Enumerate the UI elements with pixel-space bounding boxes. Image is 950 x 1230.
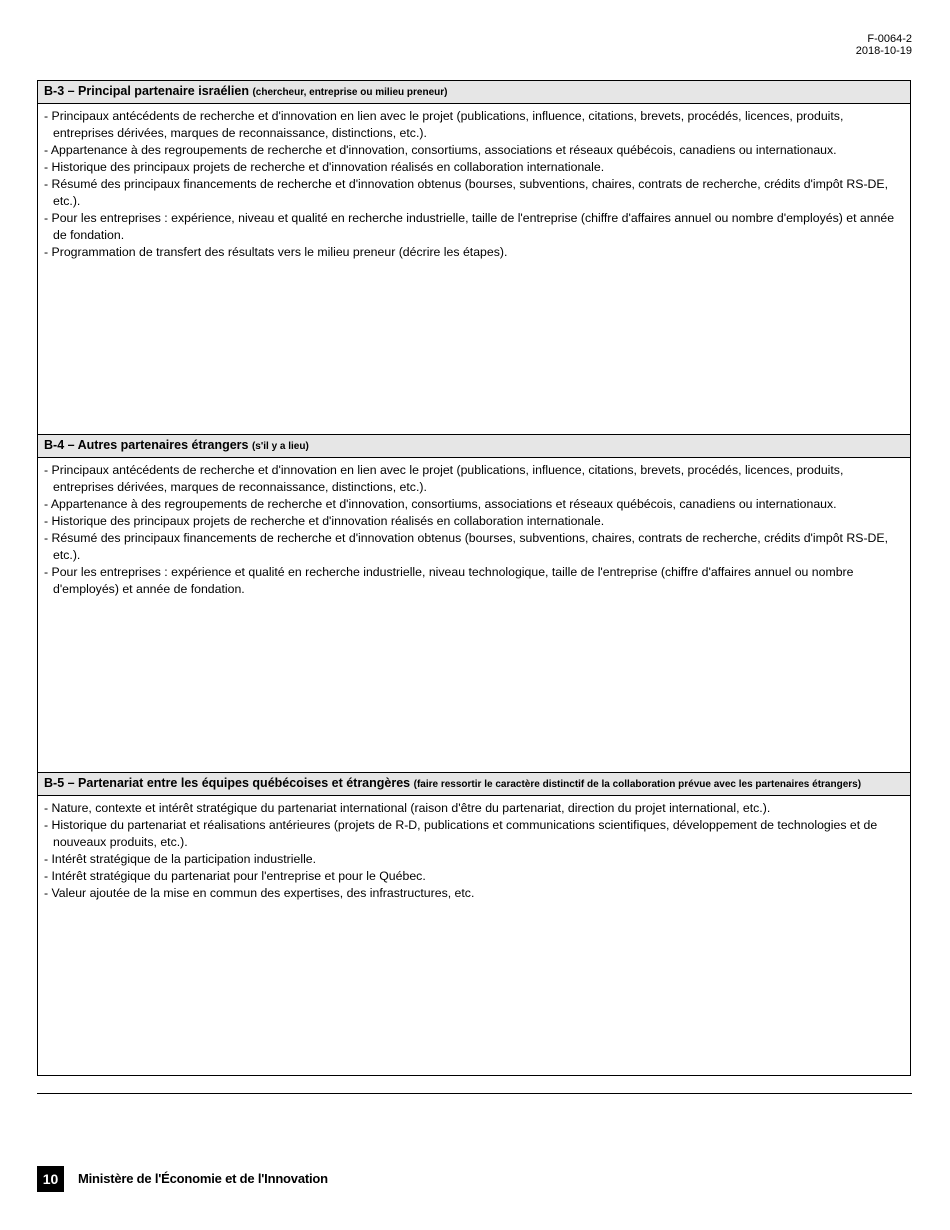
section-b3-header — [38, 81, 910, 104]
section-b5-header — [38, 773, 910, 796]
instruction-item: - Nature, contexte et intérêt stratégique du partenariat international (raison d'être du partenariat, direction du projet international, etc.). — [44, 800, 904, 817]
instruction-item: - Résumé des principaux financements de recherche et d'innovation obtenus (bourses, subventions, chaires, contrats de recherche, crédits d'impôt RS-DE, etc.). — [44, 176, 904, 210]
instruction-item: - Programmation de transfert des résultats vers le milieu preneur (décrire les étapes). — [44, 244, 904, 261]
section-title: B-5 – Partenariat entre les équipes québécoises et étrangères — [44, 776, 411, 790]
instruction-item: - Intérêt stratégique de la participation industrielle. — [44, 851, 904, 868]
form-number: F-0064-2 — [867, 33, 912, 45]
section-b5 — [37, 772, 911, 1076]
instruction-item: - Principaux antécédents de recherche et d'innovation en lien avec le projet (publications, influence, citations, brevets, procédés, licences, produits, entreprises dérivées, marques de reconnaissance, distinctions, etc.). — [44, 462, 904, 496]
section-subtitle: (s'il y a lieu) — [251, 441, 309, 452]
section-title: B-4 – Autres partenaires étrangers — [44, 438, 249, 452]
instruction-item: - Appartenance à des regroupements de recherche et d'innovation, consortiums, associations et réseaux québécois, canadiens ou internationaux. — [44, 142, 904, 159]
section-b4-header — [38, 435, 910, 458]
instruction-list — [44, 108, 904, 261]
form-date: 2018-10-19 — [855, 45, 912, 57]
instruction-list — [44, 462, 904, 598]
section-b4 — [37, 434, 911, 773]
section-subtitle: (faire ressortir le caractère distinctif de la collaboration prévue avec les partenaires étrangers) — [413, 779, 862, 790]
section-b5-answer-area[interactable] — [38, 796, 910, 902]
instruction-item: - Historique des principaux projets de recherche et d'innovation réalisés en collaboration internationale. — [44, 513, 904, 530]
instruction-item: - Pour les entreprises : expérience et qualité en recherche industrielle, niveau technologique, taille de l'entreprise (chiffre d'affaires annuel ou nombre d'employés) et année de fondation. — [44, 564, 904, 598]
instruction-item: - Historique des principaux projets de recherche et d'innovation réalisés en collaboration internationale. — [44, 159, 904, 176]
page-number: 10 — [37, 1166, 64, 1192]
instruction-list — [44, 800, 904, 902]
instruction-item: - Appartenance à des regroupements de recherche et d'innovation, consortiums, associations et réseaux québécois, canadiens ou internationaux. — [44, 496, 904, 513]
instruction-item: - Historique du partenariat et réalisations antérieures (projets de R-D, publications et communications scientifiques, développement de technologies et de nouveaux produits, etc.). — [44, 817, 904, 851]
section-b3 — [37, 80, 911, 435]
section-title: B-3 – Principal partenaire israélien — [44, 84, 249, 98]
instruction-item: - Principaux antécédents de recherche et d'innovation en lien avec le projet (publications, influence, citations, brevets, procédés, licences, produits, entreprises dérivées, marques de reconnaissance, distinctions, etc.). — [44, 108, 904, 142]
instruction-item: - Résumé des principaux financements de recherche et d'innovation obtenus (bourses, subventions, chaires, contrats de recherche, crédits d'impôt RS-DE, etc.). — [44, 530, 904, 564]
section-b3-answer-area[interactable] — [38, 104, 910, 261]
instruction-item: - Valeur ajoutée de la mise en commun des expertises, des infrastructures, etc. — [44, 885, 904, 902]
footer-divider — [37, 1093, 912, 1094]
section-subtitle: (chercheur, entreprise ou milieu preneur) — [252, 87, 448, 98]
instruction-item: - Intérêt stratégique du partenariat pour l'entreprise et pour le Québec. — [44, 868, 904, 885]
form-code — [856, 33, 912, 57]
ministry-name: Ministère de l'Économie et de l'Innovation — [78, 1171, 328, 1186]
instruction-item: - Pour les entreprises : expérience, niveau et qualité en recherche industrielle, taille de l'entreprise (chiffre d'affaires annuel ou nombre d'employés) et année de fondation. — [44, 210, 904, 244]
section-b4-answer-area[interactable] — [38, 458, 910, 598]
